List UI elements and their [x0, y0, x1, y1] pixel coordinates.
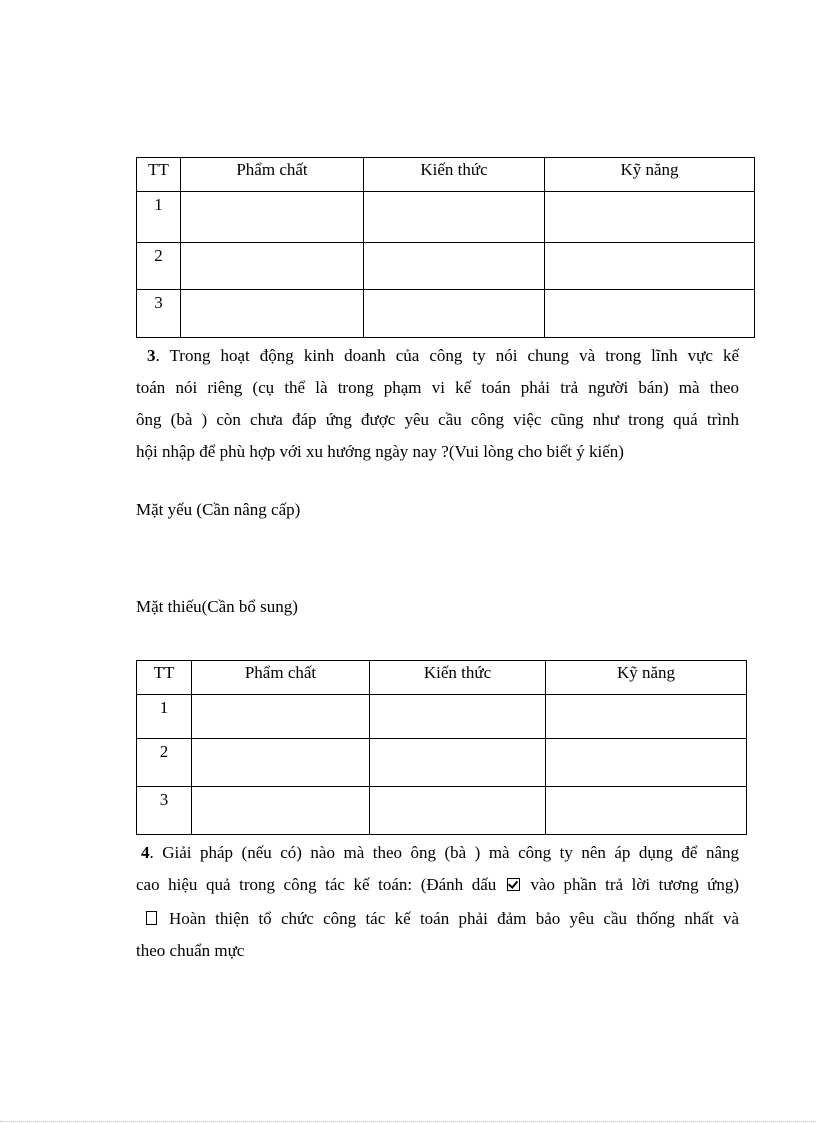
- pham-chat-cell[interactable]: [181, 243, 364, 290]
- row-number: 2: [137, 739, 192, 787]
- kien-thuc-cell[interactable]: [370, 695, 546, 739]
- page-bottom-rule: [0, 1121, 816, 1122]
- pham-chat-cell[interactable]: [181, 290, 364, 338]
- header-ky-nang: Kỹ năng: [545, 158, 755, 192]
- table-2: [136, 660, 747, 835]
- pham-chat-cell[interactable]: [192, 787, 370, 835]
- question-3-number: 3: [147, 346, 156, 365]
- table-row: [137, 695, 747, 739]
- row-number: 3: [137, 290, 181, 338]
- ky-nang-cell[interactable]: [546, 787, 747, 835]
- row-number: 1: [137, 192, 181, 243]
- kien-thuc-cell[interactable]: [364, 290, 545, 338]
- ky-nang-cell[interactable]: [546, 739, 747, 787]
- option-1-continuation: theo chuẩn mực: [136, 941, 245, 960]
- table-row: [137, 243, 755, 290]
- header-kien-thuc: Kiến thức: [370, 661, 546, 695]
- table-header-row: [137, 158, 755, 192]
- ky-nang-cell[interactable]: [546, 695, 747, 739]
- question-3-line: ông (bà ) còn chưa đáp ứng được yêu cầu công việc cũng như trong quá trình: [136, 410, 739, 429]
- pham-chat-cell[interactable]: [181, 192, 364, 243]
- weakness-label: Mặt yếu (Cần nâng cấp): [136, 500, 301, 519]
- header-ky-nang: Kỹ năng: [546, 661, 747, 695]
- table-row: [137, 290, 755, 338]
- header-tt: TT: [137, 661, 192, 695]
- header-tt: TT: [137, 158, 181, 192]
- kien-thuc-cell[interactable]: [370, 739, 546, 787]
- header-pham-chat: Phẩm chất: [192, 661, 370, 695]
- table-1: [136, 157, 755, 338]
- checked-box-icon: [507, 878, 520, 891]
- header-kien-thuc: Kiến thức: [364, 158, 545, 192]
- table-row: [137, 787, 747, 835]
- table-row: [137, 192, 755, 243]
- question-4-number: 4: [141, 843, 150, 862]
- question-3-line: hội nhập để phù hợp với xu hướng ngày nay ?(Vui lòng cho biết ý kiến): [136, 442, 624, 461]
- row-number: 1: [137, 695, 192, 739]
- kien-thuc-cell[interactable]: [364, 192, 545, 243]
- question-3: [136, 340, 739, 468]
- ky-nang-cell[interactable]: [545, 243, 755, 290]
- row-number: 2: [137, 243, 181, 290]
- header-pham-chat: Phẩm chất: [181, 158, 364, 192]
- ky-nang-cell[interactable]: [545, 192, 755, 243]
- table-row: [137, 739, 747, 787]
- pham-chat-cell[interactable]: [192, 695, 370, 739]
- question-3-line: toán nói riêng (cụ thể là trong phạm vi kế toán phải trả người bán) mà theo: [136, 378, 739, 397]
- question-4-line: cao hiệu quả trong công tác kế toán: (Đánh dấu vào phần trả lời tương ứng): [136, 875, 740, 894]
- question-4-line: 4. Giải pháp (nếu có) nào mà theo ông (bà ) mà công ty nên áp dụng để nâng: [141, 843, 739, 862]
- row-number: 3: [137, 787, 192, 835]
- option-1-label: Hoàn thiện tổ chức công tác kế toán phải đảm bảo yêu cầu thống nhất và: [169, 909, 739, 928]
- kien-thuc-cell[interactable]: [364, 243, 545, 290]
- lacking-label: Mặt thiếu(Cần bổ sung): [136, 597, 298, 616]
- question-4: [136, 837, 739, 967]
- option-1: [136, 903, 739, 935]
- checkbox-icon[interactable]: [146, 911, 157, 925]
- pham-chat-cell[interactable]: [192, 739, 370, 787]
- ky-nang-cell[interactable]: [545, 290, 755, 338]
- kien-thuc-cell[interactable]: [370, 787, 546, 835]
- question-3-line: 3. Trong hoạt động kinh doanh của công ty nói chung và trong lĩnh vực kế: [147, 346, 739, 365]
- table-header-row: [137, 661, 747, 695]
